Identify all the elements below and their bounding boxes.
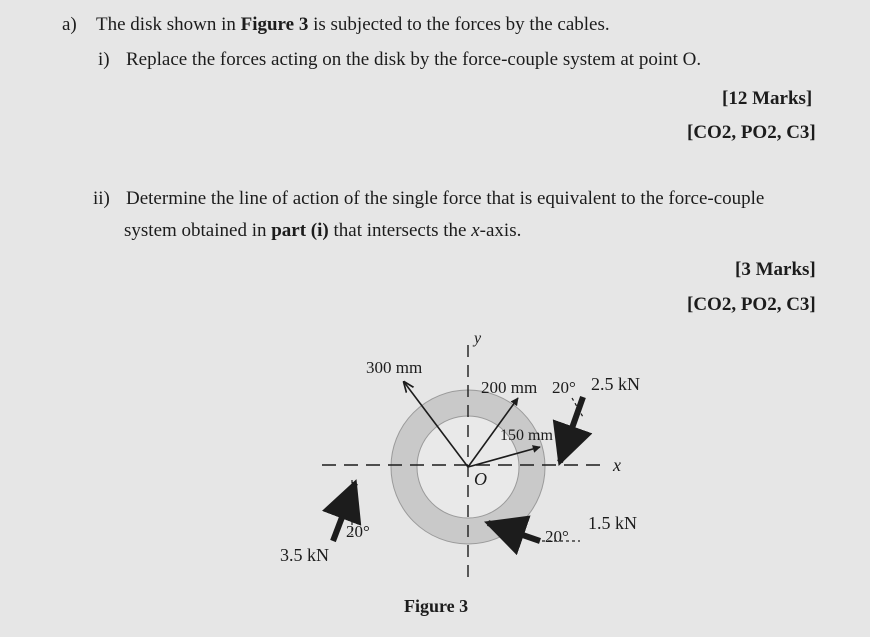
dimension-300-label: 300 mm [366, 358, 423, 377]
force-bottom-label: 1.5 kN [588, 513, 637, 533]
part-ii-marks: [3 Marks] [735, 259, 816, 280]
part-ii-line-1: Determine the line of action of the single force that is equivalent to the force-couple [126, 188, 765, 209]
force-top-arrow [560, 397, 583, 462]
x-axis-label: x [613, 455, 621, 475]
question-a-label: a) [62, 14, 77, 35]
question-a-text-2: is subjected to the forces by the cables. [308, 14, 610, 35]
dimension-200-label: 200 mm [481, 378, 538, 397]
angle-bottom-label: 20° [545, 527, 569, 546]
origin-label: O [474, 469, 487, 489]
part-i-marks: [12 Marks] [722, 88, 813, 109]
part-ii-line-2-b: that intersects the [328, 220, 472, 241]
part-i-outcomes: [CO2, PO2, C3] [687, 122, 816, 143]
figure-reference: Figure 3 [240, 14, 309, 35]
dimension-150-label: 150 mm [500, 427, 553, 444]
angle-left-label: 20° [346, 522, 370, 541]
y-axis-label: y [474, 330, 482, 347]
angle-top-label: 20° [552, 378, 576, 397]
force-left-label: 3.5 kN [280, 545, 329, 565]
force-top-label: 2.5 kN [591, 374, 640, 394]
part-ii-line-2-c: -axis. [479, 220, 522, 241]
part-ii-line-2-a: system obtained in [124, 220, 272, 241]
part-i-label: i) [98, 49, 110, 70]
part-ii-bold-ref: part (i) [271, 220, 329, 241]
part-ii-label: ii) [93, 188, 110, 209]
question-a-text-1: The disk shown in [96, 14, 241, 35]
part-i-text: Replace the forces acting on the disk by the force-couple system at point O. [126, 49, 702, 70]
part-ii-axis: x [471, 220, 480, 241]
figure-caption: Figure 3 [404, 596, 469, 616]
part-ii-outcomes: [CO2, PO2, C3] [687, 294, 816, 315]
